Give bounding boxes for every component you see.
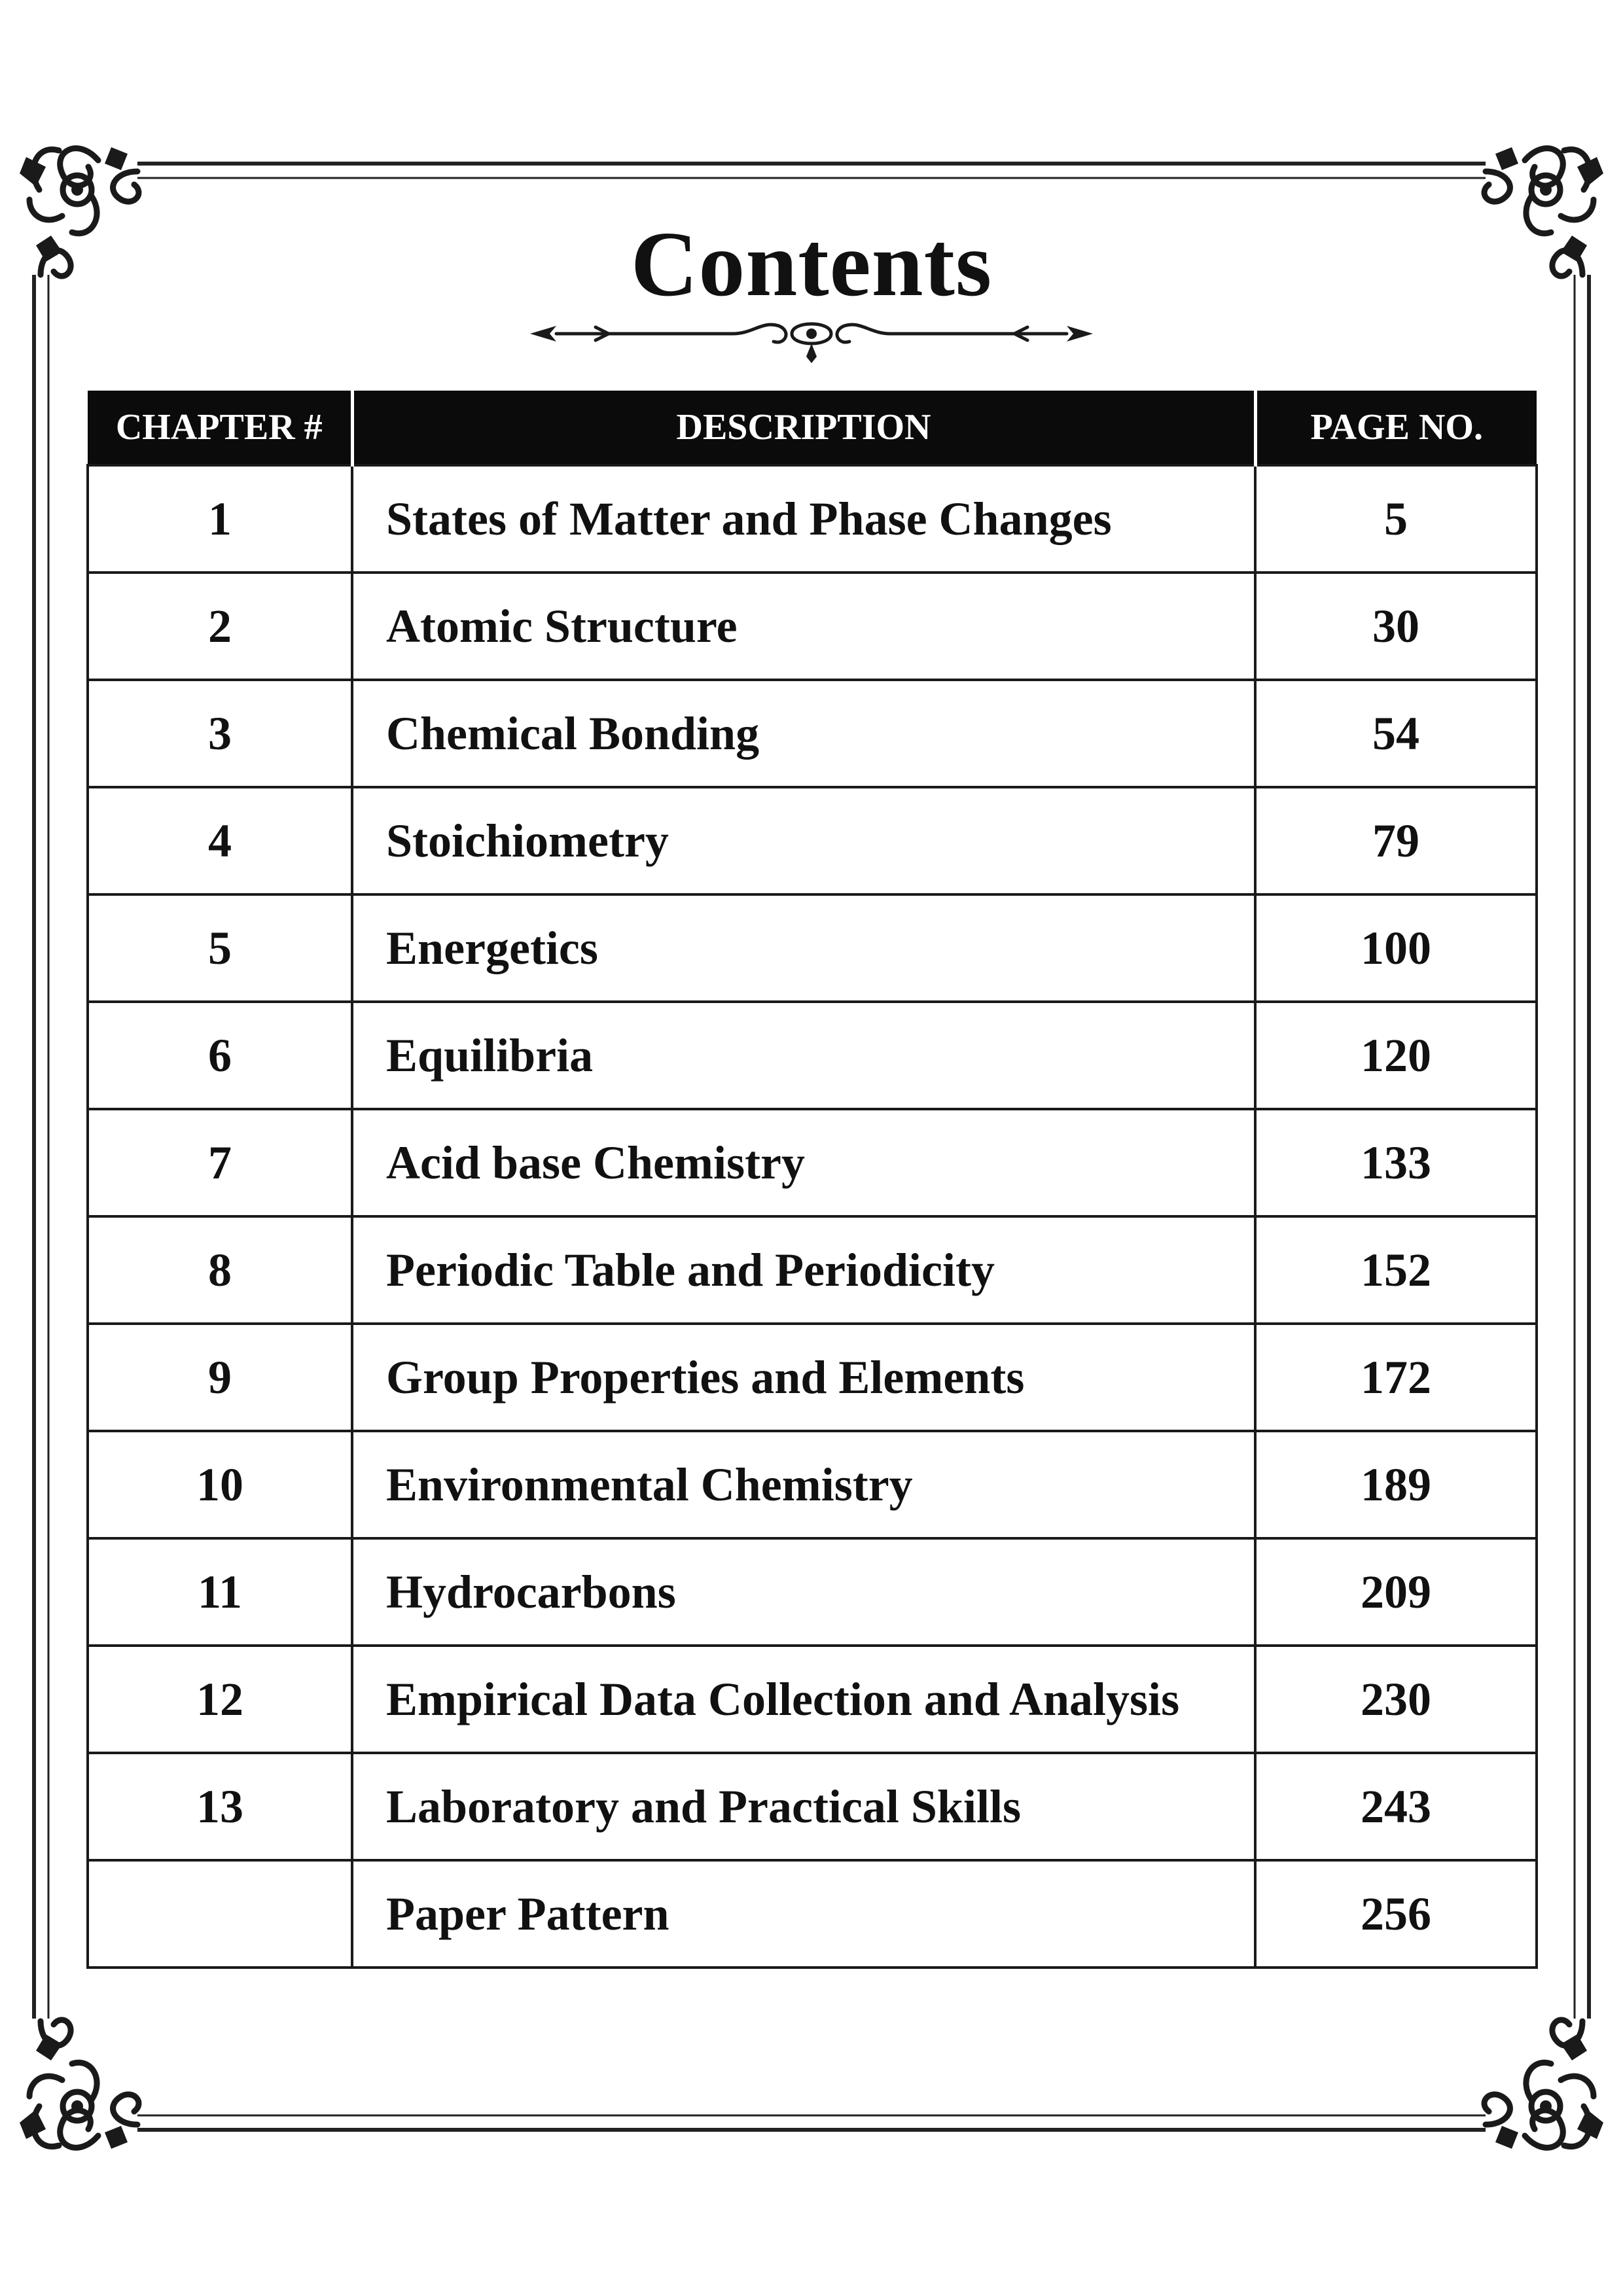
chapter-description: Hydrocarbons (352, 1538, 1255, 1646)
table-row (88, 1216, 1537, 1324)
chapter-description: Chemical Bonding (352, 680, 1255, 787)
chapter-number: 10 (88, 1431, 352, 1538)
table-row (88, 1109, 1537, 1216)
chapter-description: Atomic Structure (352, 573, 1255, 680)
page-number: 209 (1255, 1538, 1537, 1646)
chapter-description: Energetics (352, 894, 1255, 1002)
page-title: Contents (630, 212, 993, 315)
page-number: 189 (1255, 1431, 1537, 1538)
page-number: 152 (1255, 1216, 1537, 1324)
chapter-description: Environmental Chemistry (352, 1431, 1255, 1538)
chapter-number: 8 (88, 1216, 352, 1324)
chapter-number: 6 (88, 1002, 352, 1109)
table-row (88, 465, 1537, 573)
table-row (88, 680, 1537, 787)
chapter-number: 1 (88, 465, 352, 573)
chapter-number (88, 1860, 352, 1968)
table-row (88, 1324, 1537, 1431)
chapter-number: 11 (88, 1538, 352, 1646)
title-divider-ornament (517, 308, 1106, 366)
header-chapter: CHAPTER # (88, 391, 352, 465)
table-header-row (88, 391, 1537, 465)
chapter-description: Laboratory and Practical Skills (352, 1753, 1255, 1860)
table-row (88, 894, 1537, 1002)
page-number: 256 (1255, 1860, 1537, 1968)
chapter-description: States of Matter and Phase Changes (352, 465, 1255, 573)
chapter-description: Group Properties and Elements (352, 1324, 1255, 1431)
chapter-number: 5 (88, 894, 352, 1002)
chapter-description: Equilibria (352, 1002, 1255, 1109)
table-row (88, 1753, 1537, 1860)
page-number: 5 (1255, 465, 1537, 573)
page-number: 172 (1255, 1324, 1537, 1431)
chapter-number: 13 (88, 1753, 352, 1860)
table-row (88, 1538, 1537, 1646)
page-number: 243 (1255, 1753, 1537, 1860)
page-number: 79 (1255, 787, 1537, 894)
chapter-description: Empirical Data Collection and Analysis (352, 1646, 1255, 1753)
chapter-description: Periodic Table and Periodicity (352, 1216, 1255, 1324)
chapter-description: Paper Pattern (352, 1860, 1255, 1968)
header-page: PAGE NO. (1255, 391, 1537, 465)
table-row (88, 1002, 1537, 1109)
table-row (88, 1860, 1537, 1968)
page-number: 133 (1255, 1109, 1537, 1216)
contents-table (86, 391, 1538, 1969)
chapter-description: Acid base Chemistry (352, 1109, 1255, 1216)
page-number: 30 (1255, 573, 1537, 680)
table-row (88, 1431, 1537, 1538)
chapter-number: 2 (88, 573, 352, 680)
header-description: DESCRIPTION (352, 391, 1255, 465)
table-row (88, 573, 1537, 680)
page-number: 54 (1255, 680, 1537, 787)
chapter-number: 3 (88, 680, 352, 787)
table-row (88, 787, 1537, 894)
table-row (88, 1646, 1537, 1753)
page-number: 120 (1255, 1002, 1537, 1109)
chapter-number: 12 (88, 1646, 352, 1753)
chapter-number: 9 (88, 1324, 352, 1431)
page-number: 230 (1255, 1646, 1537, 1753)
page-number: 100 (1255, 894, 1537, 1002)
chapter-number: 7 (88, 1109, 352, 1216)
chapter-number: 4 (88, 787, 352, 894)
chapter-description: Stoichiometry (352, 787, 1255, 894)
